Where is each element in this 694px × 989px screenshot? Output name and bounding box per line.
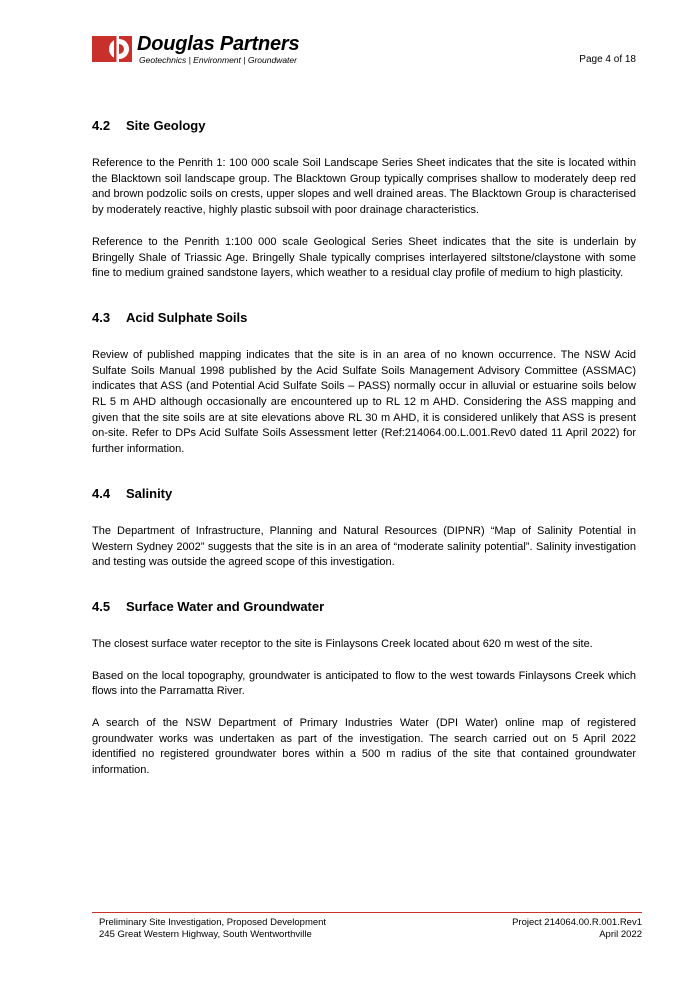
paragraph: Reference to the Penrith 1: 100 000 scale Soil Landscape Series Sheet indicates that the site is located within the Blacktown soil landscape group. The Blacktown Group typically comprises shallow to moderately deep red and brown podzolic soils on crests, upper slopes and well drained areas. The Blacktown Group is characterised by moderately reactive, highly plastic subsoil with poor drainage characteristics. bbox=[92, 157, 636, 217]
section-title: Surface Water and Groundwater bbox=[126, 598, 325, 614]
section-heading bbox=[92, 598, 636, 616]
section-site-geology bbox=[92, 117, 636, 282]
footer-site-address: 245 Great Western Highway, South Wentworthville bbox=[99, 929, 312, 940]
company-logo bbox=[92, 34, 332, 68]
section-number: 4.5 bbox=[92, 598, 111, 614]
paragraph: A search of the NSW Department of Primary Industries Water (DPI Water) online map of registered groundwater works was undertaken as part of the investigation. The search carried out on 5 April 2022 identified no registered groundwater bores within a 500 m radius of the site that contained groundwater information. bbox=[92, 717, 636, 777]
section-title: Acid Sulphate Soils bbox=[126, 309, 248, 325]
section-heading bbox=[92, 309, 636, 327]
paragraph: Reference to the Penrith 1:100 000 scale Geological Series Sheet indicates that the site is underlain by Bringelly Shale of Triassic Age. Bringelly Shale typically comprises interlayered siltstone/claystone with some fine to medium grained sandstone layers, which weather to a residual clay profile of medium to high plasticity. bbox=[92, 235, 636, 280]
section-number: 4.2 bbox=[92, 118, 111, 133]
section-heading bbox=[92, 485, 636, 503]
footer-right bbox=[512, 917, 642, 941]
document-body bbox=[92, 117, 636, 795]
page-number: Page 4 of 18 bbox=[579, 54, 636, 65]
footer-date: April 2022 bbox=[599, 929, 642, 940]
section-number: 4.4 bbox=[92, 485, 111, 501]
company-name: Douglas Partners bbox=[137, 33, 300, 55]
company-tagline: Geotechnics | Environment | Groundwater bbox=[139, 55, 297, 65]
section-title: Site Geology bbox=[126, 118, 206, 133]
footer-project-number: Project 214064.00.R.001.Rev1 bbox=[512, 917, 642, 928]
paragraph: Review of published mapping indicates that the site is in an area of no known occurrence. The NSW Acid Sulfate Soils Manual 1998 published by the Acid Sulfate Soils Management Advisory Committee (ASSMAC) indicates that ASS (and Potential Acid Sulfate Soils – PASS) normally occur in alluvial or estuarine soils below RL 5 m AHD although occasionally are encountered up to RL 12 m AHD. Considering the ASS mapping and given that the site soils are at site elevations above RL 30 m AHD, it is considered unlikely that ASS is present on-site. Refer to DPs Acid Sulfate Soils Assessment letter (Ref:214064.00.L.001.Rev0 dated 11 April 2022) for further information. bbox=[92, 348, 636, 456]
section-heading bbox=[92, 117, 636, 135]
footer-report-title: Preliminary Site Investigation, Proposed Development bbox=[99, 917, 327, 928]
footer-left bbox=[99, 917, 326, 941]
paragraph: Based on the local topography, groundwater is anticipated to flow to the west towards Finlaysons Creek which flows into the Parramatta River. bbox=[92, 669, 636, 698]
section-surface-water-groundwater bbox=[92, 598, 636, 779]
douglas-partners-logo-icon bbox=[92, 34, 134, 64]
footer-divider bbox=[92, 912, 642, 913]
paragraph: The closest surface water receptor to the site is Finlaysons Creek located about 620 m west of the site. bbox=[92, 637, 593, 650]
section-number: 4.3 bbox=[92, 309, 111, 325]
paragraph: The Department of Infrastructure, Planning and Natural Resources (DIPNR) “Map of Salinity Potential in Western Sydney 2002” suggests that the site is in an area of “moderate salinity potential”. Salinity investigation and testing was outside the agreed scope of this investigation. bbox=[92, 524, 636, 569]
section-salinity bbox=[92, 485, 636, 571]
section-acid-sulphate-soils bbox=[92, 309, 636, 458]
section-title: Salinity bbox=[126, 485, 173, 501]
